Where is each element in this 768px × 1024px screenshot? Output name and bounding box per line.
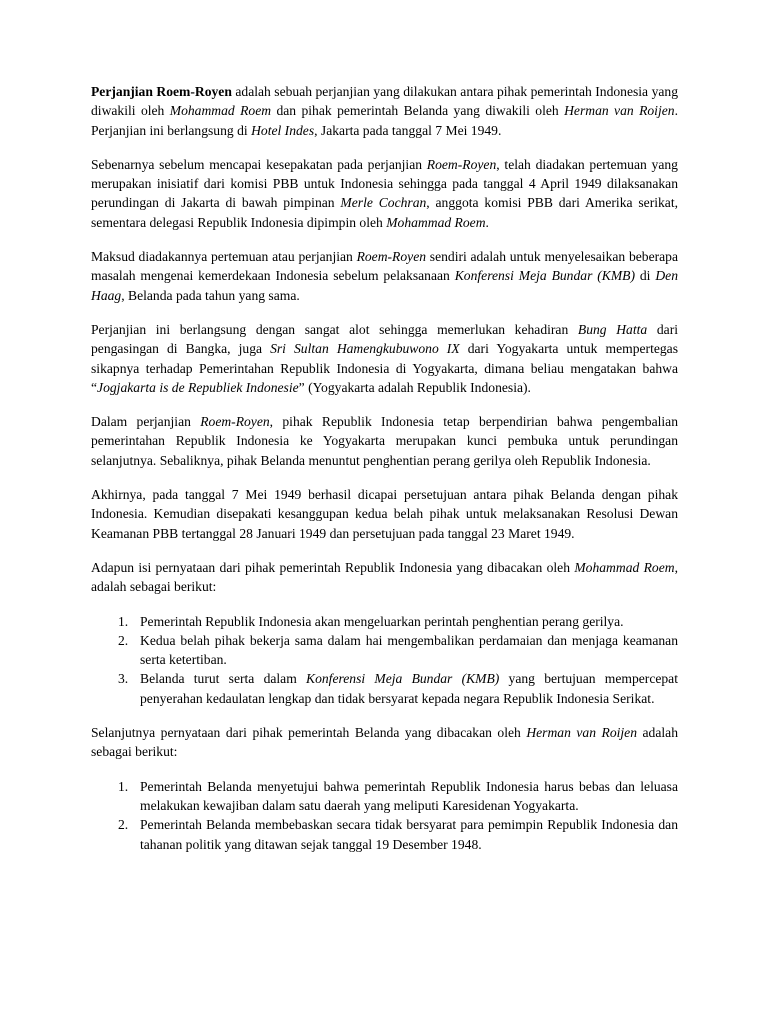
paragraph-5-text-2: , pihak Republik Indonesia tetap berpendirian bahwa pengembalian pemerintahan Republik Indonesia ke Yogyakarta merupakan kunci pembuka untuk perundingan selanjutnya. Sebaliknya, pihak Belanda menuntut penghentian perang gerilya oleh Republik Indonesia. <box>91 414 678 468</box>
paragraph-7-text-2: , adalah sebagai berikut: <box>91 559 678 595</box>
paragraph-6-text-1: Akhirnya, pada tanggal 7 Mei 1949 berhasil dicapai persetujuan antara pihak Belanda dengan pihak Indonesia. Kemudian disepakati kesanggupan kedua belah pihak untuk melaksanakan Resolusi Dewan Keamanan PBB tertanggal 28 Januari 1949 dan persetujuan pada tanggal 23 Maret 1949. <box>91 487 678 541</box>
paragraph-3-text-1: Maksud diadakannya pertemuan atau perjanjian <box>91 249 357 265</box>
paragraph-3-italic-1: Roem-Royen <box>356 249 427 265</box>
paragraph-7 <box>91 558 678 597</box>
paragraph-2-text-4: . <box>485 214 489 230</box>
paragraph-3-text-2: sendiri adalah untuk menyelesaikan beberapa masalah mengenai kemerdekaan Indonesia sebelum pelaksanaan <box>91 249 679 284</box>
paragraph-4-text-1: Perjanjian ini berlangsung dengan sangat alot sehingga memerlukan kehadiran <box>91 321 578 337</box>
paragraph-1-italic-1: Mohammad Roem <box>169 103 272 119</box>
paragraph-4-italic-3: Jogjakarta is de Republiek Indonesie <box>97 379 299 395</box>
paragraph-4-italic-2: Sri Sultan Hamengkubuwono IX <box>270 341 460 357</box>
paragraph-3-text-3: di <box>635 268 656 284</box>
paragraph-3-italic-2: Konferensi Meja Bundar (KMB) <box>454 268 635 284</box>
paragraph-2-text-1: Sebenarnya sebelum mencapai kesepakatan pada perjanjian <box>91 156 427 172</box>
list-item-italic-1: Konferensi Meja Bundar (KMB) <box>306 671 500 687</box>
list-item-text-1: Belanda turut serta dalam <box>140 671 307 687</box>
paragraph-4-text-2: dari pengasingan di Bangka, juga <box>91 321 678 357</box>
list-indonesia-statements <box>91 612 678 708</box>
list-item-text-1: Kedua belah pihak bekerja sama dalam hai mengembalikan perdamaian dan menjaga keamanan serta ketertiban. <box>140 632 678 668</box>
paragraph-4-text-4: ” (Yogyakarta adalah Republik Indonesia). <box>298 379 531 395</box>
paragraph-1-text-1: adalah sebuah perjanjian yang dilakukan antara pihak pemerintah Indonesia yang diwakili oleh <box>91 84 678 119</box>
paragraph-7-italic-1: Mohammad Roem <box>574 559 675 575</box>
paragraph-3-italic-3: Den Haag <box>91 268 678 303</box>
paragraph-2-text-3: , anggota komisi PBB dari Amerika serikat, sementara delegasi Republik Indonesia dipimpin oleh <box>91 195 679 230</box>
paragraph-1-italic-2: Herman van Roijen <box>564 103 675 119</box>
paragraph-5-italic-1: Roem-Royen <box>200 414 270 430</box>
paragraph-1-text-3: . Perjanjian ini berlangsung di <box>91 103 678 138</box>
paragraph-3 <box>91 247 678 305</box>
document-text-body <box>91 82 678 869</box>
paragraph-1-text-4: , Jakarta pada tanggal 7 Mei 1949. <box>314 122 502 138</box>
paragraph-5 <box>91 412 678 470</box>
list-item-text-2: yang bertujuan mempercepat penyerahan kedaulatan lengkap dan tidak bersyarat kepada negara Republik Indonesia Serikat. <box>140 671 678 706</box>
paragraph-8 <box>91 723 678 762</box>
paragraph-2-text-2: , telah diadakan pertemuan yang merupakan inisiatif dari komisi PBB untuk Indonesia sehingga pada tanggal 4 April 1949 dilaksanakan perundingan di Jakarta di bawah pimpinan <box>91 156 678 211</box>
paragraph-7-text-1: Adapun isi pernyataan dari pihak pemerintah Republik Indonesia yang dibacakan oleh <box>91 559 575 575</box>
list-item <box>91 669 678 708</box>
paragraph-8-text-2: adalah sebagai berikut: <box>91 725 678 760</box>
list-item-text-1: Pemerintah Belanda membebaskan secara tidak bersyarat para pemimpin Republik Indonesia dan tahanan politik yang ditawan sejak tanggal 19 Desember 1948. <box>140 817 678 852</box>
paragraph-3-text-4: , Belanda pada tahun yang sama. <box>121 287 300 303</box>
paragraph-2 <box>91 155 678 232</box>
lead-in-bold-term: Perjanjian Roem-Royen <box>91 84 232 99</box>
list-belanda-statements <box>91 777 678 854</box>
list-item <box>91 815 678 854</box>
paragraph-8-text-1: Selanjutnya pernyataan dari pihak pemerintah Belanda yang dibacakan oleh <box>91 725 527 741</box>
list-item <box>91 631 678 670</box>
paragraph-4-italic-1: Bung Hatta <box>577 321 648 337</box>
paragraph-1-text-2: dan pihak pemerintah Belanda yang diwakili oleh <box>271 103 565 119</box>
paragraph-4-text-3: dari Yogyakarta untuk mempertegas sikapnya terhadap Pemerintahan Republik Indonesia di Yogyakarta, dimana beliau mengatakan bahwa “ <box>91 341 678 395</box>
paragraph-4 <box>91 320 678 397</box>
list-item-text-1: Pemerintah Belanda menyetujui bahwa pemerintah Republik Indonesia harus bebas dan leluasa melakukan kewajiban dalam satu daerah yang meliputi Karesidenan Yogyakarta. <box>140 778 678 813</box>
paragraph-2-italic-2: Merle Cochran <box>340 195 427 211</box>
paragraph-5-text-1: Dalam perjanjian <box>91 414 201 430</box>
paragraph-1-italic-3: Hotel Indes <box>251 122 315 138</box>
list-item-text-1: Pemerintah Republik Indonesia akan mengeluarkan perintah penghentian perang gerilya. <box>140 613 624 629</box>
list-item <box>91 612 678 631</box>
list-item <box>91 777 678 816</box>
paragraph-2-italic-1: Roem-Royen <box>426 156 497 172</box>
paragraph-1 <box>91 82 678 140</box>
paragraph-6 <box>91 485 678 543</box>
paragraph-8-italic-1: Herman van Roijen <box>526 725 638 741</box>
paragraph-2-italic-3: Mohammad Roem <box>386 214 486 230</box>
